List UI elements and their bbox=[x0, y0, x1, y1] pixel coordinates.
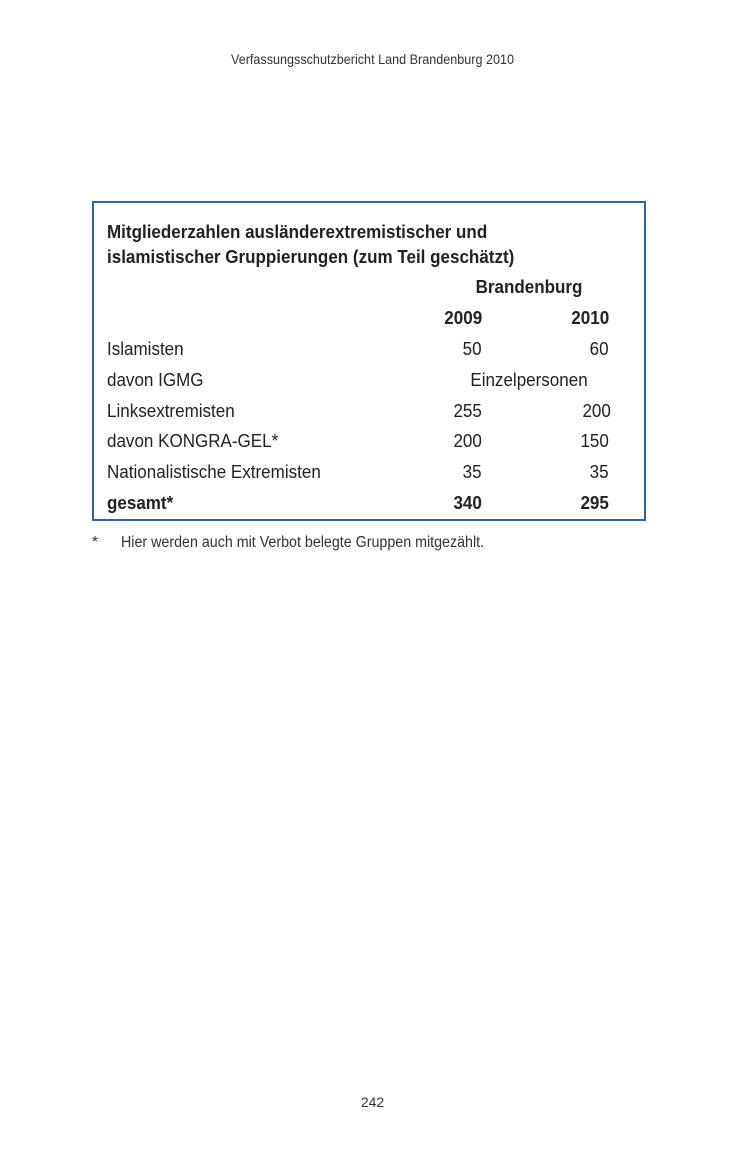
row-value-2010: 35 bbox=[590, 461, 609, 482]
row-value-merged: Einzelpersonen bbox=[470, 369, 588, 390]
row-label-igmg: davon IGMG bbox=[107, 369, 204, 390]
row-label-gesamt: gesamt* bbox=[107, 492, 174, 513]
row-value-2009: 255 bbox=[453, 400, 482, 421]
row-value-2009: 50 bbox=[463, 338, 482, 359]
row-label-linksextremisten: Linksextremisten bbox=[107, 400, 235, 421]
row-value-2009: 200 bbox=[453, 430, 482, 451]
row-value-2009: 35 bbox=[463, 461, 482, 482]
row-value-2010: 295 bbox=[580, 492, 609, 513]
footnote-mark: * bbox=[92, 534, 99, 551]
membership-table bbox=[92, 201, 646, 521]
row-label-kongra-gel: davon KONGRA-GEL* bbox=[107, 430, 279, 451]
row-value-2010: 200 bbox=[582, 400, 611, 421]
row-value-2009: 340 bbox=[453, 492, 482, 513]
table-title: Mitgliederzahlen ausländerextremistischer und islamistischer Gruppierungen (zum Teil geschätzt) bbox=[107, 221, 515, 267]
row-label-islamisten: Islamisten bbox=[107, 338, 184, 359]
row-label-nationalistische-extremisten: Nationalistische Extremisten bbox=[107, 461, 321, 482]
region-header: Brandenburg bbox=[475, 276, 583, 297]
page-number: 242 bbox=[360, 1094, 385, 1110]
year-header-2010: 2010 bbox=[571, 307, 609, 328]
row-value-2010: 150 bbox=[580, 430, 609, 451]
year-header-2009: 2009 bbox=[444, 307, 482, 328]
running-header: Verfassungsschutzbericht Land Brandenburg 2010 bbox=[230, 51, 514, 67]
footnote-text: Hier werden auch mit Verbot belegte Gruppen mitgezählt. bbox=[121, 534, 485, 551]
row-value-2010: 60 bbox=[590, 338, 609, 359]
